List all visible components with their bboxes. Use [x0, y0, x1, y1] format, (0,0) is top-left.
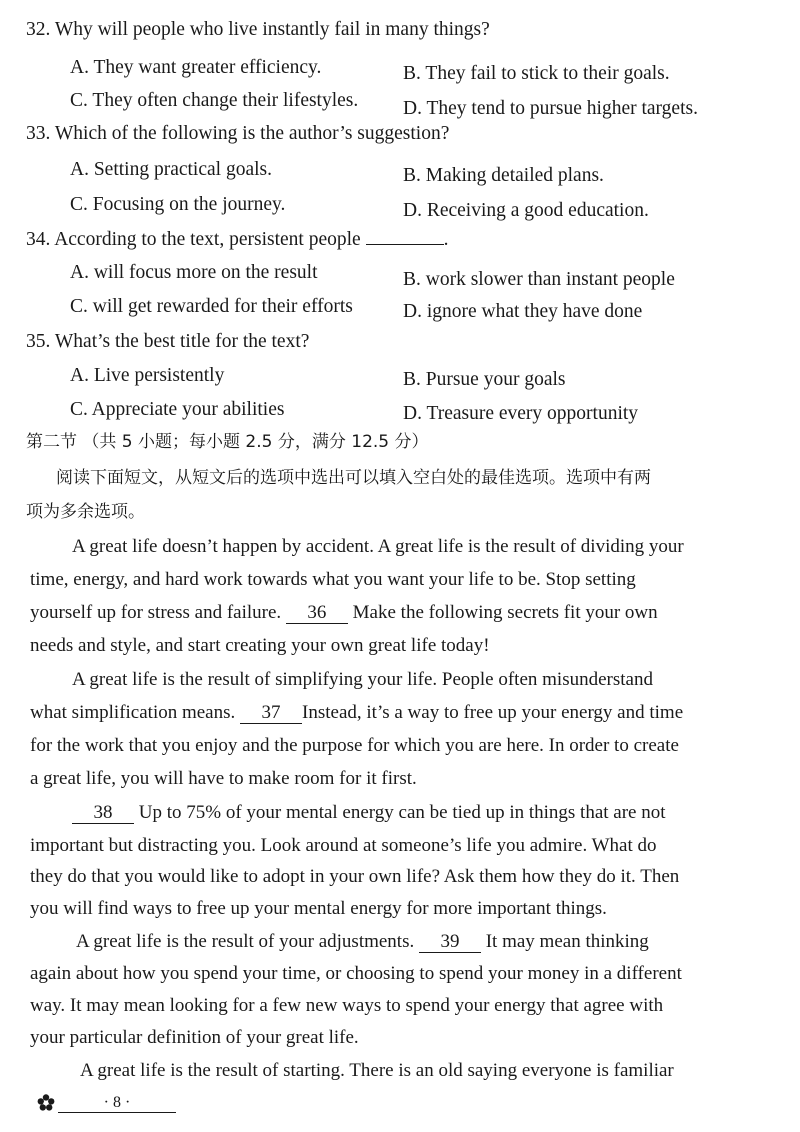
- blank-37: 37: [240, 703, 302, 724]
- passage-line: your particular definition of your great life.: [30, 1027, 359, 1048]
- question-number: 32.: [26, 19, 51, 40]
- question-number: 34.: [26, 229, 51, 250]
- passage-text: Instead, it’s a way to free up your energy and time: [302, 702, 684, 723]
- option-33-b: B. Making detailed plans.: [403, 165, 604, 186]
- question-number: 35.: [26, 331, 51, 352]
- option-33-c: C. Focusing on the journey.: [70, 194, 286, 215]
- option-34-c: C. will get rewarded for their efforts: [70, 296, 353, 317]
- passage-line: important but distracting you. Look around at someone’s life you admire. What do: [30, 835, 657, 856]
- option-32-b: B. They fail to stick to their goals.: [403, 63, 670, 84]
- section-instruction: 阅读下面短文，从短文后的选项中选出可以填入空白处的最佳选项。选项中有两: [56, 468, 651, 488]
- passage-line: A great life is the result of simplifying your life. People often misunderstand: [72, 669, 653, 690]
- passage-line: for the work that you enjoy and the purpose for which you are here. In order to create: [30, 735, 679, 756]
- blank-36: 36: [286, 603, 348, 624]
- passage-line: again about how you spend your time, or choosing to spend your money in a different: [30, 963, 682, 984]
- option-32-a: A. They want greater efficiency.: [70, 57, 322, 78]
- passage-line: [72, 802, 666, 825]
- option-33-a: A. Setting practical goals.: [70, 159, 272, 180]
- option-34-a: A. will focus more on the result: [70, 262, 318, 283]
- question-33: [26, 122, 449, 145]
- passage-line: [30, 702, 683, 725]
- page-footer: [36, 1093, 176, 1113]
- passage-text: A great life is the result of your adjustments.: [76, 931, 415, 952]
- page-number: · 8 ·: [58, 1093, 176, 1113]
- question-35: [26, 330, 309, 353]
- passage-line: needs and style, and start creating your own great life today!: [30, 635, 490, 656]
- section-title: 第二节 （共 5 小题；每小题 2.5 分，满分 12.5 分）: [26, 432, 429, 452]
- option-33-d: D. Receiving a good education.: [403, 200, 649, 221]
- question-number: 33.: [26, 123, 51, 144]
- question-stem: According to the text, persistent people: [54, 229, 361, 250]
- passage-text: what simplification means.: [30, 702, 236, 723]
- option-35-a: A. Live persistently: [70, 365, 225, 386]
- passage-line: they do that you would like to adopt in your own life? Ask them how they do it. Then: [30, 866, 680, 887]
- passage-text: It may mean thinking: [485, 931, 649, 952]
- option-35-d: D. Treasure every opportunity: [403, 403, 639, 424]
- question-stem: What’s the best title for the text?: [54, 331, 310, 352]
- question-stem: Which of the following is the author’s suggestion?: [54, 123, 450, 144]
- question-stem: Why will people who live instantly fail in many things?: [54, 19, 490, 40]
- passage-line: A great life doesn’t happen by accident. A great life is the result of dividing your: [72, 536, 684, 557]
- passage-text: Make the following secrets fit your own: [352, 602, 658, 623]
- blank-39: 39: [419, 932, 481, 953]
- passage-line: time, energy, and hard work towards what you want your life to be. Stop setting: [30, 569, 636, 590]
- passage-line: A great life is the result of starting. There is an old saying everyone is familiar: [80, 1060, 674, 1081]
- flower-icon: [36, 1093, 56, 1113]
- passage-line: [30, 602, 658, 625]
- answer-blank: [366, 243, 444, 245]
- question-34: [26, 228, 448, 251]
- blank-38: 38: [72, 803, 134, 824]
- option-32-c: C. They often change their lifestyles.: [70, 90, 359, 111]
- section-instruction-cont: 项为多余选项。: [26, 502, 145, 522]
- question-32: [26, 18, 490, 41]
- passage-line: way. It may mean looking for a few new ways to spend your energy that agree with: [30, 995, 664, 1016]
- option-34-b: B. work slower than instant people: [403, 269, 675, 290]
- option-32-d: D. They tend to pursue higher targets.: [403, 98, 698, 119]
- passage-line: a great life, you will have to make room for it first.: [30, 768, 417, 789]
- passage-line: [76, 931, 649, 954]
- option-35-b: B. Pursue your goals: [403, 369, 566, 390]
- passage-line: you will find ways to free up your mental energy for more important things.: [30, 898, 607, 919]
- option-34-d: D. ignore what they have done: [403, 301, 643, 322]
- passage-text: yourself up for stress and failure.: [30, 602, 282, 623]
- question-stem-end: .: [443, 229, 449, 250]
- passage-text: Up to 75% of your mental energy can be tied up in things that are not: [138, 802, 666, 823]
- option-35-c: C. Appreciate your abilities: [70, 399, 285, 420]
